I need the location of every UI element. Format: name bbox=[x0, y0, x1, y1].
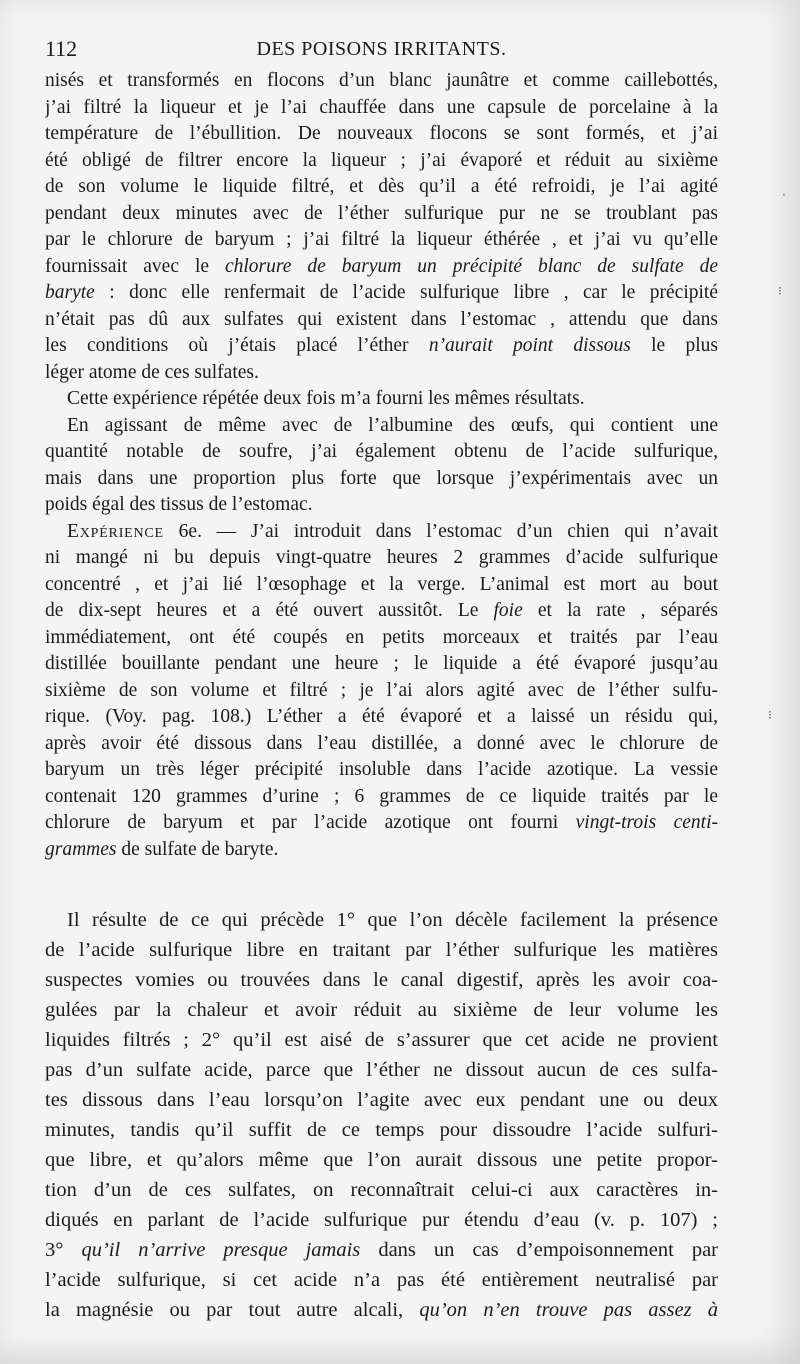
text-line: de l’acide sulfurique libre en traitant par l’éther sulfurique les matières bbox=[45, 939, 718, 961]
text-line: baryum un très léger précipité insoluble dans l’acide azotique. La vessie bbox=[45, 759, 718, 780]
text-line: fournissait avec le chlorure de baryum un précipité blanc de sulfate de bbox=[45, 255, 718, 277]
page-header bbox=[45, 33, 718, 65]
text-line: les conditions où j’étais placé l’éther n’aurait point dissous le plus bbox=[45, 335, 718, 356]
text-line: après avoir été dissous dans l’eau distillée, a donné avec le chlorure de bbox=[45, 732, 718, 754]
conclusion-text-block bbox=[45, 905, 718, 1325]
text-line: quantité notable de soufre, j’ai également obtenu de l’acide sulfurique, bbox=[45, 441, 718, 462]
text-line: n’était pas dû aux sulfates qui existent dans l’estomac , attendu que dans bbox=[45, 308, 718, 330]
text-line: Cette expérience répétée deux fois m’a fourni les mêmes résultats. bbox=[67, 388, 585, 409]
text-line: distillée bouillante pendant une heure ; le liquide a été évaporé jusqu’au bbox=[45, 653, 718, 674]
text-line: gulées par la chaleur et avoir réduit au sixième de leur volume les bbox=[45, 999, 718, 1021]
text-line: baryte : donc elle renfermait de l’acide sulfurique libre , car le précipité bbox=[45, 282, 718, 303]
text-line: l’acide sulfurique, si cet acide n’a pas été entièrement neutralisé par bbox=[45, 1269, 718, 1291]
margin-speck: ⁝ bbox=[778, 284, 782, 298]
margin-speck: · bbox=[782, 188, 786, 202]
text-line: mais dans une proportion plus forte que lorsque j’expérimentais avec un bbox=[45, 467, 718, 489]
text-line: chlorure de baryum et par l’acide azotique ont fourni vingt-trois centi- bbox=[45, 812, 718, 833]
text-line: que libre, et qu’alors même que l’on aurait dissous une petite propor- bbox=[45, 1149, 718, 1171]
text-line: de son volume le liquide filtré, et dès qu’il a été refroidi, je l’ai agité bbox=[45, 176, 718, 197]
text-line: contenait 120 grammes d’urine ; 6 grammes de ce liquide traités par le bbox=[45, 785, 718, 807]
text-line: j’ai filtré la liqueur et je l’ai chauffée dans une capsule de porcelaine à la bbox=[45, 96, 718, 118]
text-line: léger atome de ces sulfates. bbox=[45, 361, 259, 383]
experiment-heading-line: Expérience 6e. — J’ai introduit dans l’estomac d’un chien qui n’avait bbox=[67, 520, 718, 542]
text-line: par le chlorure de baryum ; j’ai filtré la liqueur éthérée , et j’ai vu qu’elle bbox=[45, 229, 718, 250]
text-line: ni mangé ni bu depuis vingt-quatre heures 2 grammes d’acide sulfurique bbox=[45, 547, 718, 568]
text-line: minutes, tandis qu’il suffit de ce temps pour dissoudre l’acide sulfuri- bbox=[45, 1119, 718, 1141]
text-line: été obligé de filtrer encore la liqueur ; j’ai évaporé et réduit au sixième bbox=[45, 149, 718, 171]
experiment-text-block bbox=[45, 68, 718, 863]
text-line: En agissant de même avec de l’albumine des œufs, qui contient une bbox=[67, 414, 718, 436]
text-line: température de l’ébullition. De nouveaux flocons se sont formés, et j’ai bbox=[45, 123, 718, 144]
text-line: pendant deux minutes avec de l’éther sulfurique pur ne se troublant pas bbox=[45, 202, 718, 224]
text-line: immédiatement, ont été coupés en petits morceaux et traités par l’eau bbox=[45, 626, 718, 648]
text-line: suspectes vomies ou trouvées dans le canal digestif, après les avoir coa- bbox=[45, 969, 718, 991]
text-line: 3° qu’il n’arrive presque jamais dans un cas d’empoisonnement par bbox=[45, 1239, 718, 1261]
text-line: Il résulte de ce qui précède 1° que l’on décèle facilement la présence bbox=[67, 909, 718, 931]
text-line: rique. (Voy. pag. 108.) L’éther a été évaporé et a laissé un résidu qui, bbox=[45, 706, 718, 727]
text-line: poids égal des tissus de l’estomac. bbox=[45, 494, 313, 515]
page-number: 112 bbox=[45, 36, 78, 61]
running-title: DES POISONS IRRITANTS. bbox=[256, 38, 507, 60]
text-line: concentré , et j’ai lié l’œsophage et la verge. L’animal est mort au bout bbox=[45, 573, 718, 595]
text-line: tes dissous dans l’eau lorsqu’on l’agite avec eux pendant une ou deux bbox=[45, 1089, 718, 1111]
text-line: de dix-sept heures et a été ouvert aussitôt. Le foie et la rate , séparés bbox=[45, 600, 718, 621]
text-line: diqués en parlant de l’acide sulfurique pur étendu d’eau (v. p. 107) ; bbox=[45, 1209, 718, 1231]
text-line: tion d’un de ces sulfates, on reconnaîtrait celui-ci aux caractères in- bbox=[45, 1179, 718, 1201]
text-line: liquides filtrés ; 2° qu’il est aisé de s’assurer que cet acide ne provient bbox=[45, 1029, 718, 1051]
text-line: la magnésie ou par tout autre alcali, qu’on n’en trouve pas assez à bbox=[45, 1299, 718, 1321]
text-line: grammes de sulfate de baryte. bbox=[45, 838, 279, 860]
text-line: nisés et transformés en flocons d’un blanc jaunâtre et comme caillebottés, bbox=[45, 70, 718, 91]
text-line: sixième de son volume et filtré ; je l’ai alors agité avec de l’éther sulfu- bbox=[45, 679, 718, 701]
margin-speck: ⁝ bbox=[768, 708, 772, 722]
text-line: pas d’un sulfate acide, parce que l’éther ne dissout aucun de ces sulfa- bbox=[45, 1059, 718, 1081]
